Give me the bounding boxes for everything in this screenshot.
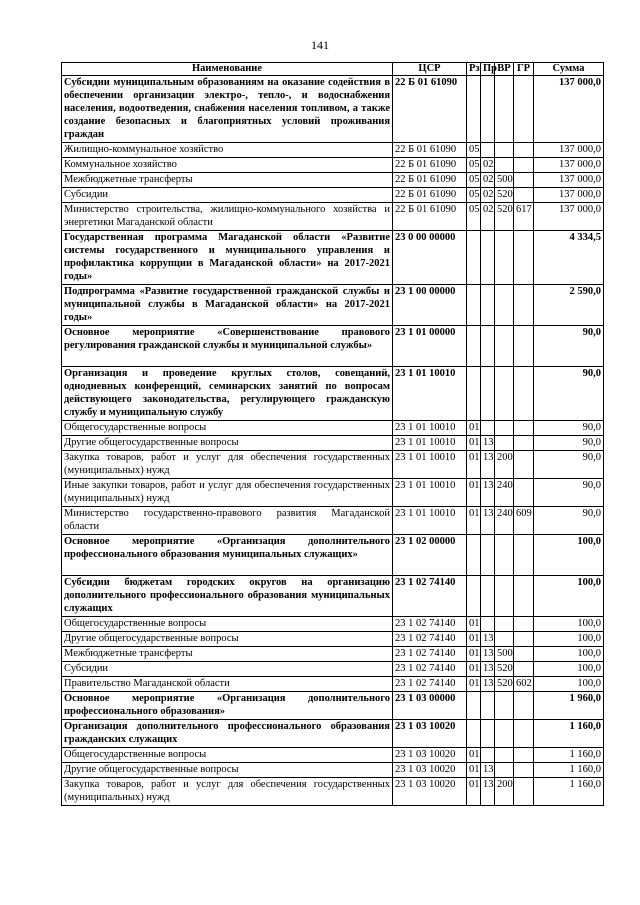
row-sum: 137 000,0 xyxy=(534,76,604,143)
row-gr xyxy=(514,173,534,188)
row-rz: 01 xyxy=(467,436,481,451)
row-gr xyxy=(514,231,534,285)
row-rz xyxy=(467,535,481,576)
table-row xyxy=(62,692,604,720)
row-gr: 617 xyxy=(514,203,534,231)
row-sum: 100,0 xyxy=(534,677,604,692)
row-rz: 01 xyxy=(467,778,481,806)
row-name: Министерство строительства, жилищно-коммунального хозяйства и энергетики Магаданской области xyxy=(62,203,393,231)
row-name: Закупка товаров, работ и услуг для обеспечения государственных (муниципальных) нужд xyxy=(62,778,393,806)
row-csr: 23 1 03 10020 xyxy=(393,763,467,778)
row-vr xyxy=(495,231,514,285)
row-gr xyxy=(514,662,534,677)
row-gr xyxy=(514,285,534,326)
row-rz: 05 xyxy=(467,203,481,231)
row-csr: 23 1 02 00000 xyxy=(393,535,467,576)
table-row xyxy=(62,763,604,778)
table-row xyxy=(62,617,604,632)
table-row xyxy=(62,421,604,436)
row-rz xyxy=(467,367,481,421)
row-gr: 609 xyxy=(514,507,534,535)
row-name: Основное мероприятие «Совершенствование правового регулирования гражданской службы и муниципальной службы» xyxy=(62,326,393,367)
row-name: Основное мероприятие «Организация дополнительного профессионального образования» xyxy=(62,692,393,720)
table-row xyxy=(62,778,604,806)
row-name: Другие общегосударственные вопросы xyxy=(62,436,393,451)
header-pr: Пр xyxy=(481,63,495,76)
table-row xyxy=(62,188,604,203)
header-rz: Рз xyxy=(467,63,481,76)
row-rz: 01 xyxy=(467,632,481,647)
row-pr xyxy=(481,367,495,421)
row-name: Государственная программа Магаданской области «Развитие системы государственного и муниципального управления и профилактика коррупции в Магаданской области» на 2017-2021 годы» xyxy=(62,231,393,285)
row-vr xyxy=(495,535,514,576)
row-gr xyxy=(514,421,534,436)
row-name: Субсидии xyxy=(62,662,393,677)
row-vr: 520 xyxy=(495,662,514,677)
row-name: Закупка товаров, работ и услуг для обеспечения государственных (муниципальных) нужд xyxy=(62,451,393,479)
row-rz xyxy=(467,76,481,143)
page-number: 141 xyxy=(311,38,329,52)
row-rz: 01 xyxy=(467,479,481,507)
row-name: Подпрограмма «Развитие государственной гражданской службы и муниципальной службы в Магаданской области» на 2017-2021 годы» xyxy=(62,285,393,326)
table-row xyxy=(62,507,604,535)
row-csr: 23 1 02 74140 xyxy=(393,617,467,632)
row-pr xyxy=(481,617,495,632)
row-sum: 100,0 xyxy=(534,576,604,617)
table-row xyxy=(62,748,604,763)
row-vr xyxy=(495,326,514,367)
row-rz: 01 xyxy=(467,421,481,436)
table-row xyxy=(62,76,604,143)
row-sum: 4 334,5 xyxy=(534,231,604,285)
row-csr: 23 0 00 00000 xyxy=(393,231,467,285)
row-sum: 100,0 xyxy=(534,632,604,647)
table-row xyxy=(62,367,604,421)
row-rz: 01 xyxy=(467,763,481,778)
row-rz: 01 xyxy=(467,617,481,632)
row-rz xyxy=(467,720,481,748)
row-name: Основное мероприятие «Организация дополнительного профессионального образования муниципальных служащих» xyxy=(62,535,393,576)
row-rz: 05 xyxy=(467,188,481,203)
table-row xyxy=(62,231,604,285)
row-pr xyxy=(481,576,495,617)
row-csr: 23 1 02 74140 xyxy=(393,632,467,647)
row-sum: 1 160,0 xyxy=(534,763,604,778)
row-name: Коммунальное хозяйство xyxy=(62,158,393,173)
row-pr xyxy=(481,421,495,436)
row-name: Иные закупки товаров, работ и услуг для обеспечения государственных (муниципальных) нужд xyxy=(62,479,393,507)
row-vr xyxy=(495,367,514,421)
row-name: Субсидии бюджетам городских округов на организацию дополнительного профессионального образования муниципальных служащих xyxy=(62,576,393,617)
row-name: Субсидии xyxy=(62,188,393,203)
table-row xyxy=(62,632,604,647)
row-csr: 22 Б 01 61090 xyxy=(393,188,467,203)
header-gr: ГР xyxy=(514,63,534,76)
table-row xyxy=(62,158,604,173)
row-csr: 23 1 01 10010 xyxy=(393,507,467,535)
row-sum: 90,0 xyxy=(534,479,604,507)
row-csr: 23 1 01 00000 xyxy=(393,326,467,367)
row-csr: 23 1 01 10010 xyxy=(393,436,467,451)
row-name: Жилищно-коммунальное хозяйство xyxy=(62,143,393,158)
row-pr xyxy=(481,76,495,143)
row-name: Межбюджетные трансферты xyxy=(62,173,393,188)
row-vr: 520 xyxy=(495,677,514,692)
row-csr: 22 Б 01 61090 xyxy=(393,76,467,143)
row-pr: 13 xyxy=(481,778,495,806)
row-sum: 137 000,0 xyxy=(534,188,604,203)
row-rz xyxy=(467,231,481,285)
row-sum: 100,0 xyxy=(534,647,604,662)
row-vr xyxy=(495,748,514,763)
row-csr: 23 1 01 10010 xyxy=(393,421,467,436)
row-sum: 100,0 xyxy=(534,617,604,632)
row-pr: 13 xyxy=(481,507,495,535)
row-gr xyxy=(514,535,534,576)
row-rz: 01 xyxy=(467,647,481,662)
row-csr: 23 1 01 10010 xyxy=(393,479,467,507)
row-name: Субсидии муниципальным образованиям на оказание содействия в обеспечении организации электро-, тепло-, и водоснабжения населения, водоотведения, снабжения населения топливом, а также создание безопасных и благоприятных условий проживания граждан xyxy=(62,76,393,143)
header-row xyxy=(62,63,604,76)
row-sum: 90,0 xyxy=(534,326,604,367)
row-rz: 05 xyxy=(467,158,481,173)
row-sum: 1 960,0 xyxy=(534,692,604,720)
row-vr: 520 xyxy=(495,188,514,203)
row-vr xyxy=(495,763,514,778)
row-rz: 01 xyxy=(467,451,481,479)
row-gr xyxy=(514,451,534,479)
row-name: Межбюджетные трансферты xyxy=(62,647,393,662)
row-gr xyxy=(514,326,534,367)
row-gr xyxy=(514,76,534,143)
row-name: Организация и проведение круглых столов, совещаний, однодневных конференций, семинарских занятий по вопросам действующего законодательства, регулирующего гражданскую службу и муниципальную службу xyxy=(62,367,393,421)
row-gr xyxy=(514,692,534,720)
row-gr xyxy=(514,778,534,806)
header-name: Наименование xyxy=(62,63,393,76)
row-csr: 23 1 02 74140 xyxy=(393,576,467,617)
row-csr: 23 1 02 74140 xyxy=(393,647,467,662)
row-pr xyxy=(481,720,495,748)
row-pr: 13 xyxy=(481,451,495,479)
table-row xyxy=(62,479,604,507)
header-sum: Сумма xyxy=(534,63,604,76)
row-gr xyxy=(514,188,534,203)
row-vr: 240 xyxy=(495,507,514,535)
row-vr xyxy=(495,632,514,647)
table-row xyxy=(62,285,604,326)
row-sum: 2 590,0 xyxy=(534,285,604,326)
row-sum: 137 000,0 xyxy=(534,143,604,158)
table-row xyxy=(62,647,604,662)
row-vr xyxy=(495,617,514,632)
row-name: Другие общегосударственные вопросы xyxy=(62,632,393,647)
row-pr xyxy=(481,143,495,158)
row-csr: 23 1 03 00000 xyxy=(393,692,467,720)
row-vr: 200 xyxy=(495,451,514,479)
row-sum: 137 000,0 xyxy=(534,173,604,188)
row-pr xyxy=(481,748,495,763)
row-rz: 01 xyxy=(467,662,481,677)
table-body xyxy=(62,76,604,806)
row-gr xyxy=(514,720,534,748)
row-gr xyxy=(514,436,534,451)
row-pr: 02 xyxy=(481,203,495,231)
row-sum: 90,0 xyxy=(534,451,604,479)
row-pr: 02 xyxy=(481,173,495,188)
row-vr xyxy=(495,143,514,158)
row-sum: 90,0 xyxy=(534,436,604,451)
row-csr: 22 Б 01 61090 xyxy=(393,173,467,188)
row-vr xyxy=(495,421,514,436)
row-pr: 13 xyxy=(481,632,495,647)
row-sum: 1 160,0 xyxy=(534,720,604,748)
row-vr xyxy=(495,158,514,173)
row-sum: 90,0 xyxy=(534,421,604,436)
row-rz: 01 xyxy=(467,748,481,763)
row-csr: 22 Б 01 61090 xyxy=(393,203,467,231)
row-csr: 23 1 03 10020 xyxy=(393,748,467,763)
row-csr: 23 1 02 74140 xyxy=(393,662,467,677)
table-row xyxy=(62,326,604,367)
row-vr xyxy=(495,720,514,748)
row-sum: 90,0 xyxy=(534,507,604,535)
row-pr xyxy=(481,535,495,576)
row-gr xyxy=(514,158,534,173)
row-gr xyxy=(514,479,534,507)
table-row xyxy=(62,451,604,479)
row-csr: 22 Б 01 61090 xyxy=(393,158,467,173)
table-row xyxy=(62,173,604,188)
row-vr xyxy=(495,576,514,617)
row-name: Организация дополнительного профессионального образования гражданских служащих xyxy=(62,720,393,748)
row-name: Общегосударственные вопросы xyxy=(62,617,393,632)
row-sum: 1 160,0 xyxy=(534,778,604,806)
header-vr: ВР xyxy=(495,63,514,76)
row-pr: 13 xyxy=(481,647,495,662)
row-csr: 23 1 01 10010 xyxy=(393,367,467,421)
row-csr: 23 1 03 10020 xyxy=(393,720,467,748)
row-gr xyxy=(514,617,534,632)
row-sum: 100,0 xyxy=(534,535,604,576)
row-name: Общегосударственные вопросы xyxy=(62,748,393,763)
table-row xyxy=(62,720,604,748)
row-pr: 13 xyxy=(481,677,495,692)
row-rz: 05 xyxy=(467,143,481,158)
row-vr xyxy=(495,692,514,720)
row-name: Общегосударственные вопросы xyxy=(62,421,393,436)
table-row xyxy=(62,203,604,231)
row-vr xyxy=(495,76,514,143)
row-sum: 100,0 xyxy=(534,662,604,677)
row-rz xyxy=(467,692,481,720)
row-gr xyxy=(514,748,534,763)
header-csr: ЦСР xyxy=(393,63,467,76)
row-pr: 02 xyxy=(481,188,495,203)
row-vr: 240 xyxy=(495,479,514,507)
budget-table xyxy=(61,62,604,806)
row-gr xyxy=(514,647,534,662)
row-vr: 520 xyxy=(495,203,514,231)
table-row xyxy=(62,535,604,576)
row-rz xyxy=(467,576,481,617)
table-row xyxy=(62,677,604,692)
row-pr xyxy=(481,692,495,720)
row-vr xyxy=(495,436,514,451)
row-pr xyxy=(481,285,495,326)
row-pr: 13 xyxy=(481,479,495,507)
row-vr: 500 xyxy=(495,173,514,188)
row-pr: 13 xyxy=(481,436,495,451)
row-name: Министерство государственно-правового развития Магаданской области xyxy=(62,507,393,535)
row-rz xyxy=(467,326,481,367)
row-csr: 23 1 00 00000 xyxy=(393,285,467,326)
row-rz xyxy=(467,285,481,326)
table-row xyxy=(62,143,604,158)
row-rz: 01 xyxy=(467,677,481,692)
row-sum: 1 160,0 xyxy=(534,748,604,763)
row-vr: 200 xyxy=(495,778,514,806)
row-gr xyxy=(514,367,534,421)
row-name: Правительство Магаданской области xyxy=(62,677,393,692)
table-row xyxy=(62,436,604,451)
row-sum: 90,0 xyxy=(534,367,604,421)
row-csr: 23 1 02 74140 xyxy=(393,677,467,692)
row-pr: 13 xyxy=(481,763,495,778)
row-rz: 05 xyxy=(467,173,481,188)
row-csr: 23 1 01 10010 xyxy=(393,451,467,479)
row-gr xyxy=(514,632,534,647)
row-sum: 137 000,0 xyxy=(534,158,604,173)
row-sum: 137 000,0 xyxy=(534,203,604,231)
row-pr xyxy=(481,231,495,285)
row-csr: 23 1 03 10020 xyxy=(393,778,467,806)
row-gr xyxy=(514,143,534,158)
row-csr: 22 Б 01 61090 xyxy=(393,143,467,158)
row-name: Другие общегосударственные вопросы xyxy=(62,763,393,778)
row-rz: 01 xyxy=(467,507,481,535)
row-pr: 13 xyxy=(481,662,495,677)
row-gr: 602 xyxy=(514,677,534,692)
row-vr: 500 xyxy=(495,647,514,662)
table-row xyxy=(62,576,604,617)
row-pr xyxy=(481,326,495,367)
row-pr: 02 xyxy=(481,158,495,173)
row-gr xyxy=(514,763,534,778)
row-vr xyxy=(495,285,514,326)
table-row xyxy=(62,662,604,677)
row-gr xyxy=(514,576,534,617)
